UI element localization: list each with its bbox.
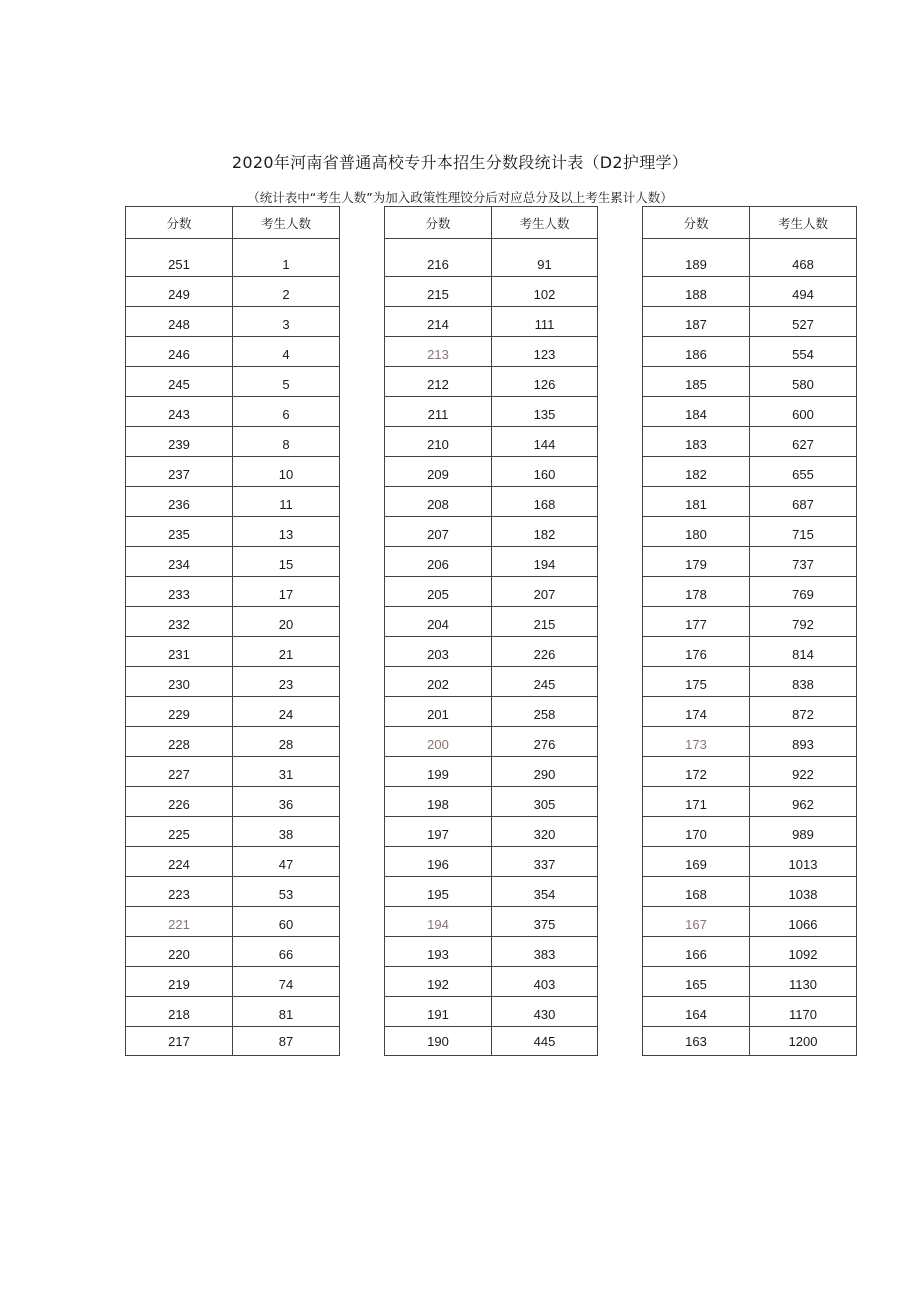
score-cell: 226 — [126, 787, 233, 817]
count-cell: 144 — [492, 427, 598, 457]
score-cell: 219 — [126, 967, 233, 997]
score-cell: 197 — [385, 817, 492, 847]
table-row — [385, 397, 598, 427]
score-cell: 184 — [643, 397, 750, 427]
table-row — [643, 367, 857, 397]
table-row — [643, 247, 857, 277]
count-cell: 15 — [233, 547, 340, 577]
score-cell: 205 — [385, 577, 492, 607]
score-column-header: 分数 — [385, 207, 492, 239]
count-cell: 6 — [233, 397, 340, 427]
table-row — [643, 607, 857, 637]
score-cell: 224 — [126, 847, 233, 877]
table-row — [643, 457, 857, 487]
score-cell: 171 — [643, 787, 750, 817]
count-cell: 290 — [492, 757, 598, 787]
table-row — [126, 757, 340, 787]
score-column-header: 分数 — [643, 207, 750, 239]
count-cell: 769 — [750, 577, 857, 607]
score-cell: 177 — [643, 607, 750, 637]
count-cell: 922 — [750, 757, 857, 787]
count-cell: 962 — [750, 787, 857, 817]
count-cell: 494 — [750, 277, 857, 307]
score-cell: 179 — [643, 547, 750, 577]
count-cell: 430 — [492, 997, 598, 1027]
table-row — [126, 667, 340, 697]
count-cell: 527 — [750, 307, 857, 337]
spacer-cell — [233, 239, 340, 247]
score-cell: 249 — [126, 277, 233, 307]
table-row — [126, 937, 340, 967]
count-cell: 872 — [750, 697, 857, 727]
table-row — [126, 547, 340, 577]
count-cell: 194 — [492, 547, 598, 577]
table-row — [385, 367, 598, 397]
table-row — [643, 787, 857, 817]
count-cell: 81 — [233, 997, 340, 1027]
score-cell: 213 — [385, 337, 492, 367]
count-cell: 337 — [492, 847, 598, 877]
count-cell: 1130 — [750, 967, 857, 997]
score-cell: 175 — [643, 667, 750, 697]
score-cell: 206 — [385, 547, 492, 577]
score-cell: 169 — [643, 847, 750, 877]
table-row — [126, 907, 340, 937]
count-cell: 1038 — [750, 877, 857, 907]
score-cell: 232 — [126, 607, 233, 637]
count-cell: 554 — [750, 337, 857, 367]
score-cell: 207 — [385, 517, 492, 547]
score-cell: 234 — [126, 547, 233, 577]
count-cell: 1170 — [750, 997, 857, 1027]
table-spacer — [126, 239, 340, 247]
table-row — [643, 817, 857, 847]
score-cell: 202 — [385, 667, 492, 697]
score-cell: 248 — [126, 307, 233, 337]
score-cell: 182 — [643, 457, 750, 487]
count-cell: 24 — [233, 697, 340, 727]
table-row — [385, 997, 598, 1027]
table-row — [643, 757, 857, 787]
spacer-cell — [643, 239, 750, 247]
score-cell: 218 — [126, 997, 233, 1027]
score-table-1 — [125, 206, 340, 1056]
score-cell: 243 — [126, 397, 233, 427]
score-cell: 195 — [385, 877, 492, 907]
count-cell: 893 — [750, 727, 857, 757]
table-row — [126, 427, 340, 457]
spacer-cell — [385, 239, 492, 247]
table-row — [643, 427, 857, 457]
table-row — [126, 307, 340, 337]
count-cell: 60 — [233, 907, 340, 937]
score-cell: 180 — [643, 517, 750, 547]
table-row — [643, 847, 857, 877]
table-row — [126, 277, 340, 307]
count-cell: 20 — [233, 607, 340, 637]
count-cell: 375 — [492, 907, 598, 937]
table-row — [126, 787, 340, 817]
count-cell: 792 — [750, 607, 857, 637]
count-cell: 168 — [492, 487, 598, 517]
score-cell: 166 — [643, 937, 750, 967]
table-row — [126, 457, 340, 487]
count-cell: 5 — [233, 367, 340, 397]
count-cell: 10 — [233, 457, 340, 487]
table-row — [643, 697, 857, 727]
table-header-row — [643, 207, 857, 239]
score-table-2 — [384, 206, 598, 1056]
table-row — [126, 727, 340, 757]
score-cell: 236 — [126, 487, 233, 517]
count-cell: 215 — [492, 607, 598, 637]
score-cell: 189 — [643, 247, 750, 277]
table-row — [385, 1027, 598, 1056]
score-cell: 187 — [643, 307, 750, 337]
table-spacer — [643, 239, 857, 247]
table-row — [643, 727, 857, 757]
table-row — [126, 607, 340, 637]
count-cell: 3 — [233, 307, 340, 337]
count-cell: 1092 — [750, 937, 857, 967]
score-cell: 190 — [385, 1027, 492, 1056]
table-row — [126, 337, 340, 367]
count-cell: 1 — [233, 247, 340, 277]
count-cell: 354 — [492, 877, 598, 907]
table-row — [643, 1027, 857, 1056]
score-cell: 165 — [643, 967, 750, 997]
table-row — [385, 457, 598, 487]
table-row — [126, 247, 340, 277]
table-row — [643, 907, 857, 937]
count-cell: 31 — [233, 757, 340, 787]
table-row — [643, 967, 857, 997]
table-row — [643, 307, 857, 337]
table-row — [385, 787, 598, 817]
score-cell: 229 — [126, 697, 233, 727]
count-column-header: 考生人数 — [750, 207, 857, 239]
count-cell: 23 — [233, 667, 340, 697]
count-cell: 305 — [492, 787, 598, 817]
table-row — [126, 877, 340, 907]
count-column-header: 考生人数 — [233, 207, 340, 239]
table-row — [126, 997, 340, 1027]
count-cell: 276 — [492, 727, 598, 757]
count-cell: 655 — [750, 457, 857, 487]
count-cell: 135 — [492, 397, 598, 427]
table-row — [385, 847, 598, 877]
score-cell: 237 — [126, 457, 233, 487]
count-cell: 17 — [233, 577, 340, 607]
score-cell: 167 — [643, 907, 750, 937]
score-cell: 200 — [385, 727, 492, 757]
count-cell: 13 — [233, 517, 340, 547]
table-row — [643, 487, 857, 517]
count-cell: 66 — [233, 937, 340, 967]
score-cell: 193 — [385, 937, 492, 967]
count-cell: 403 — [492, 967, 598, 997]
score-cell: 245 — [126, 367, 233, 397]
page-title: 2020年河南省普通高校专升本招生分数段统计表（D2护理学） — [231, 153, 689, 172]
count-cell: 989 — [750, 817, 857, 847]
count-cell: 687 — [750, 487, 857, 517]
count-cell: 38 — [233, 817, 340, 847]
score-cell: 201 — [385, 697, 492, 727]
score-cell: 246 — [126, 337, 233, 367]
score-column-header: 分数 — [126, 207, 233, 239]
score-cell: 176 — [643, 637, 750, 667]
score-cell: 227 — [126, 757, 233, 787]
score-cell: 178 — [643, 577, 750, 607]
score-cell: 216 — [385, 247, 492, 277]
table-row — [126, 967, 340, 997]
table-row — [385, 337, 598, 367]
table-row — [385, 967, 598, 997]
table-row — [385, 247, 598, 277]
score-cell: 239 — [126, 427, 233, 457]
table-row — [385, 517, 598, 547]
table-row — [126, 817, 340, 847]
table-row — [643, 637, 857, 667]
count-cell: 715 — [750, 517, 857, 547]
score-cell: 199 — [385, 757, 492, 787]
table-note: （统计表中“考生人数”为加入政策性理饺分后对应总分及以上考生累计人数） — [247, 190, 673, 205]
count-cell: 126 — [492, 367, 598, 397]
table-row — [643, 577, 857, 607]
score-cell: 188 — [643, 277, 750, 307]
count-cell: 814 — [750, 637, 857, 667]
score-cell: 186 — [643, 337, 750, 367]
table-row — [385, 277, 598, 307]
table-row — [126, 517, 340, 547]
count-cell: 838 — [750, 667, 857, 697]
score-cell: 194 — [385, 907, 492, 937]
count-cell: 1066 — [750, 907, 857, 937]
table-row — [643, 547, 857, 577]
count-cell: 226 — [492, 637, 598, 667]
score-cell: 212 — [385, 367, 492, 397]
table-row — [126, 637, 340, 667]
count-cell: 11 — [233, 487, 340, 517]
table-header-row — [385, 207, 598, 239]
score-cell: 215 — [385, 277, 492, 307]
score-cell: 214 — [385, 307, 492, 337]
score-cell: 173 — [643, 727, 750, 757]
score-cell: 225 — [126, 817, 233, 847]
table-row — [643, 397, 857, 427]
table-row — [643, 997, 857, 1027]
table-row — [643, 337, 857, 367]
count-cell: 580 — [750, 367, 857, 397]
table-row — [385, 877, 598, 907]
count-cell: 468 — [750, 247, 857, 277]
table-row — [643, 277, 857, 307]
score-cell: 230 — [126, 667, 233, 697]
table-row — [385, 727, 598, 757]
table-row — [385, 487, 598, 517]
count-cell: 47 — [233, 847, 340, 877]
score-cell: 220 — [126, 937, 233, 967]
table-row — [385, 547, 598, 577]
score-cell: 235 — [126, 517, 233, 547]
table-row — [385, 817, 598, 847]
score-cell: 198 — [385, 787, 492, 817]
table-row — [643, 877, 857, 907]
count-cell: 36 — [233, 787, 340, 817]
count-cell: 123 — [492, 337, 598, 367]
score-cell: 191 — [385, 997, 492, 1027]
count-cell: 383 — [492, 937, 598, 967]
table-row — [385, 577, 598, 607]
table-row — [126, 577, 340, 607]
count-cell: 627 — [750, 427, 857, 457]
table-row — [126, 367, 340, 397]
count-cell: 8 — [233, 427, 340, 457]
table-row — [126, 847, 340, 877]
count-cell: 320 — [492, 817, 598, 847]
score-cell: 217 — [126, 1027, 233, 1056]
score-cell: 164 — [643, 997, 750, 1027]
score-cell: 192 — [385, 967, 492, 997]
count-cell: 28 — [233, 727, 340, 757]
score-cell: 170 — [643, 817, 750, 847]
score-cell: 233 — [126, 577, 233, 607]
count-cell: 1013 — [750, 847, 857, 877]
table-row — [643, 517, 857, 547]
count-cell: 21 — [233, 637, 340, 667]
score-cell: 204 — [385, 607, 492, 637]
count-cell: 53 — [233, 877, 340, 907]
score-cell: 183 — [643, 427, 750, 457]
count-cell: 91 — [492, 247, 598, 277]
count-cell: 1200 — [750, 1027, 857, 1056]
score-cell: 210 — [385, 427, 492, 457]
count-cell: 245 — [492, 667, 598, 697]
score-cell: 203 — [385, 637, 492, 667]
spacer-cell — [126, 239, 233, 247]
count-cell: 258 — [492, 697, 598, 727]
spacer-cell — [750, 239, 857, 247]
score-cell: 208 — [385, 487, 492, 517]
score-cell: 221 — [126, 907, 233, 937]
table-row — [126, 397, 340, 427]
count-column-header: 考生人数 — [492, 207, 598, 239]
table-row — [385, 937, 598, 967]
count-cell: 74 — [233, 967, 340, 997]
table-row — [385, 667, 598, 697]
score-cell: 172 — [643, 757, 750, 787]
score-cell: 231 — [126, 637, 233, 667]
score-cell: 168 — [643, 877, 750, 907]
score-cell: 181 — [643, 487, 750, 517]
score-table-3 — [642, 206, 857, 1056]
score-cell: 185 — [643, 367, 750, 397]
table-row — [385, 307, 598, 337]
table-row — [385, 697, 598, 727]
count-cell: 182 — [492, 517, 598, 547]
score-cell: 163 — [643, 1027, 750, 1056]
score-cell: 228 — [126, 727, 233, 757]
count-cell: 600 — [750, 397, 857, 427]
table-row — [385, 907, 598, 937]
table-row — [385, 637, 598, 667]
count-cell: 4 — [233, 337, 340, 367]
count-cell: 87 — [233, 1027, 340, 1056]
count-cell: 445 — [492, 1027, 598, 1056]
count-cell: 207 — [492, 577, 598, 607]
table-row — [126, 697, 340, 727]
table-row — [126, 487, 340, 517]
count-cell: 2 — [233, 277, 340, 307]
score-cell: 223 — [126, 877, 233, 907]
table-row — [126, 1027, 340, 1056]
count-cell: 111 — [492, 307, 598, 337]
table-row — [385, 607, 598, 637]
spacer-cell — [492, 239, 598, 247]
count-cell: 102 — [492, 277, 598, 307]
table-spacer — [385, 239, 598, 247]
count-cell: 160 — [492, 457, 598, 487]
score-cell: 196 — [385, 847, 492, 877]
score-cell: 174 — [643, 697, 750, 727]
table-row — [643, 937, 857, 967]
table-header-row — [126, 207, 340, 239]
score-cell: 251 — [126, 247, 233, 277]
score-cell: 209 — [385, 457, 492, 487]
score-cell: 211 — [385, 397, 492, 427]
table-row — [385, 427, 598, 457]
table-row — [385, 757, 598, 787]
count-cell: 737 — [750, 547, 857, 577]
table-row — [643, 667, 857, 697]
